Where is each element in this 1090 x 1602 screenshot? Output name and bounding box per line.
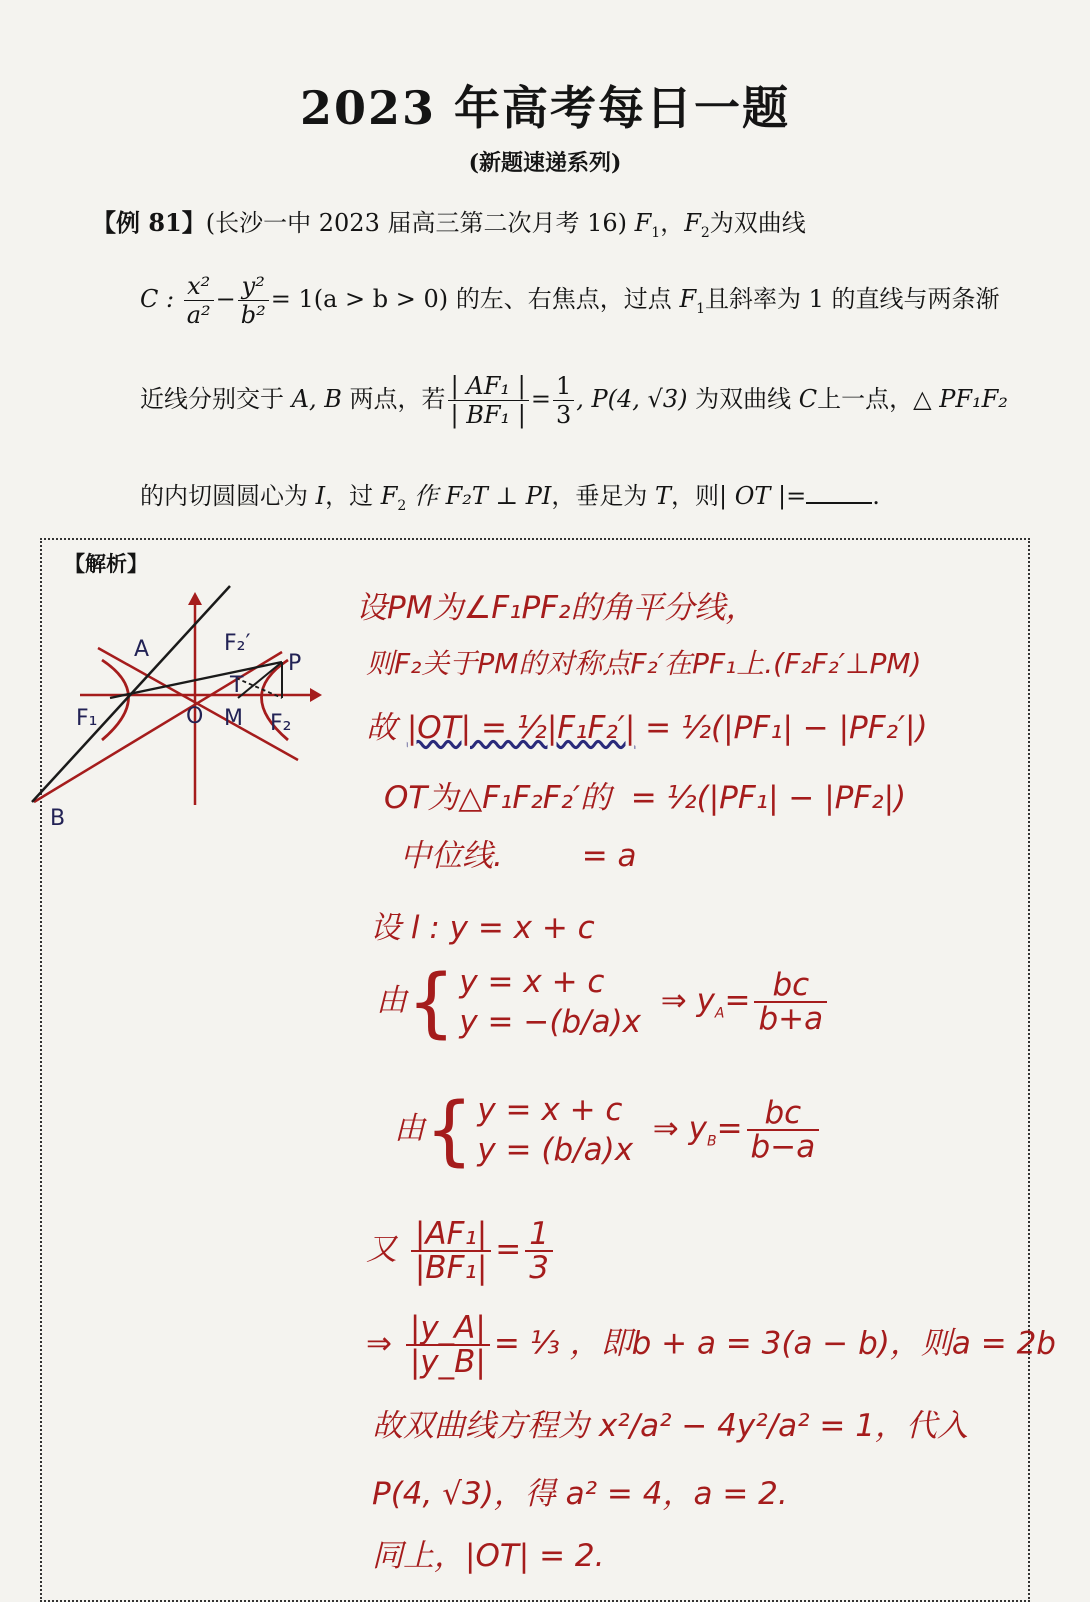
label-f2-prime: F₂′ bbox=[224, 631, 251, 656]
ratio-fraction: $\frac{\text{| AF₁ |}}{\text{| BF₁ |}}$ bbox=[448, 372, 529, 429]
y-axis-arrow bbox=[188, 592, 202, 605]
label-t: T bbox=[230, 673, 244, 698]
one-third-fraction: $\frac{1}{3}$ bbox=[553, 372, 574, 429]
series-subtitle: (新题速递系列) bbox=[468, 150, 622, 176]
solution-ratio: 又 $\frac{\text{|AF₁|}}{\text{|BF₁|}}$ = $\frac{1}{3}$ bbox=[366, 1218, 557, 1284]
label-o: O bbox=[186, 704, 204, 729]
solution-line-3: 故 |OT| = ½|F₁F₂′| = ½(|PF₁| − |PF₂′|) bbox=[366, 710, 928, 746]
problem-source: (长沙一中 2023 届高三第二次月考 16) bbox=[205, 209, 627, 237]
solution-line-6: 设 l : y = x + c bbox=[370, 910, 595, 946]
label-f1: F₁ bbox=[76, 706, 98, 731]
solution-line-14: 同上，|OT| = 2. bbox=[372, 1538, 605, 1574]
label-p: P bbox=[288, 651, 302, 676]
problem-line-3: 近线分别交于 A, B 两点，若 $\frac{\text{| AF₁ |}}{\text{| BF₁ |}}$ = $\frac{1}{3}$ , P(4, √3) 为双曲线 C上一点，△ PF₁F₂ bbox=[140, 372, 1008, 429]
label-a: A bbox=[134, 637, 150, 662]
y-over-b-fraction: $\frac{\text{y²}}{\text{b²}}$ bbox=[238, 272, 269, 329]
problem-line-4: 的内切圆圆心为 I，过 $F_2$ 作 F₂T ⊥ PI，垂足为 T，则| OT |= . bbox=[140, 482, 880, 514]
answer-blank bbox=[806, 480, 872, 504]
solution-line-12: 故双曲线方程为 x²/a² − 4y²/a² = 1，代入 bbox=[372, 1408, 968, 1444]
solution-line-1: 设PM为∠F₁PF₂的角平分线， bbox=[356, 590, 757, 626]
label-b: B bbox=[50, 806, 66, 831]
solution-implication: ⇒ $\frac{|y\_A|}{|y\_B|}$ = ⅓ ，即b + a = 3(a − b)，则a = 2b bbox=[366, 1310, 1056, 1380]
x-axis-arrow bbox=[310, 688, 322, 702]
problem-line-2: C : $\frac{\text{x²}}{\text{a²}}$ − $\frac{\text{y²}}{\text{b²}}$ = 1(a > b > 0) 的左、右焦点，过点 $F_1$且斜率为 1 的直线与两条渐 bbox=[140, 272, 1000, 329]
solution-line-5: 中位线. = a bbox=[400, 838, 637, 874]
label-m: M bbox=[224, 706, 243, 731]
solution-line-4: OT为△F₁F₂F₂′的 = ½(|PF₁| − |PF₂|) bbox=[384, 780, 907, 816]
hyperbola-diagram bbox=[20, 580, 330, 840]
label-f2: F₂ bbox=[270, 711, 292, 736]
example-tag: 【例 81】 bbox=[92, 208, 206, 237]
problem-line-1: 【例 81】(长沙一中 2023 届高三第二次月考 16) $F_1$，$F_2$为双曲线 bbox=[92, 208, 806, 241]
system-1: 由{ y = x + c y = −(b/a)x ⇒ $y_A=$ $\frac{bc}{b+a}$ bbox=[376, 962, 831, 1042]
page-title: 2023 年高考每日一题 bbox=[299, 81, 791, 135]
asymptote-2 bbox=[34, 652, 282, 802]
analysis-label: 【解析】 bbox=[64, 551, 148, 576]
solution-line-13: P(4, √3)，得 a² = 4，a = 2. bbox=[372, 1476, 788, 1512]
solution-line-2: 则F₂关于PM的对称点F₂′在PF₁上.(F₂F₂′⊥PM) bbox=[366, 647, 922, 680]
system-2: 由{ y = x + c y = (b/a)x ⇒ $y_B=$ $\frac{bc}{b-a}$ bbox=[394, 1090, 823, 1170]
x-over-a-fraction: $\frac{\text{x²}}{\text{a²}}$ bbox=[184, 272, 214, 329]
